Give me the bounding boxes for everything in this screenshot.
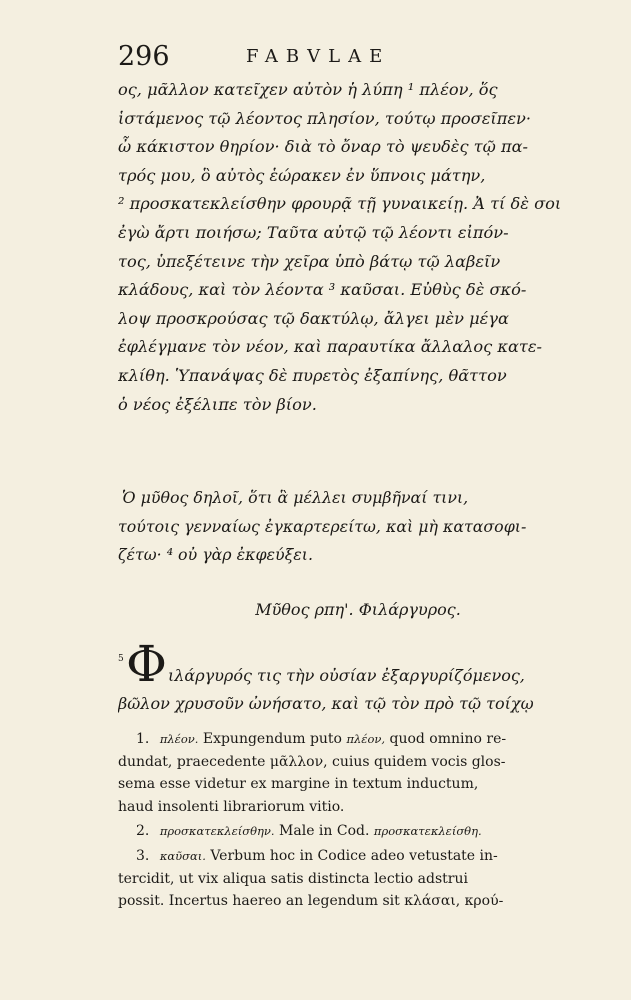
page-header [118, 40, 538, 74]
body-line: ὦ κάκιστον θηρίον· διὰ τὸ ὄναρ τὸ ψευδὲς τῷ πα- [118, 137, 529, 157]
body-line: κλάδους, καὶ τὸν λέοντα ³ καῦσαι. Εὐθὺς δὲ σκό- [118, 280, 527, 300]
page-number: 296 [118, 41, 170, 72]
next-fable-start [118, 635, 598, 720]
footnote-2 [118, 820, 598, 843]
footnote-marker: 5 [118, 654, 124, 664]
footnote-lemma: προσκατεκλείσθην. [159, 824, 275, 839]
body-line: ος, μᾶλλον κατεῖχεν αὐτὸν ἡ λύπη ¹ πλέον, ὅς [118, 80, 498, 99]
body-line: κλίθη. Ὑπανάψας δὲ πυρετὸς ἐξαπίνης, θᾶττον [118, 365, 507, 385]
moral-line: ζέτω· ⁴ οὐ γὰρ ἐκφεύξει. [118, 545, 313, 565]
footnote-continuation: haud insolenti librariorum vitio. [118, 798, 345, 815]
footnote-text: Verbum hoc in Codice adeo vetustate in- [210, 847, 498, 864]
body-line: ἐφλέγμανε τὸν νέον, καὶ παραυτίκα ἄλλαλος κατε- [118, 337, 543, 357]
footnote-text: Male in Cod. [279, 823, 370, 840]
footnote-1 [118, 728, 598, 818]
footnote-greek: προσκατεκλείσθη. [373, 824, 482, 839]
moral-line: Ὁ μῦθος δηλοῖ, ὅτι ἃ μέλλει συμβῆναί τινι, [122, 488, 469, 507]
footnote-number: 2. [136, 823, 150, 840]
footnote-number: 3. [136, 847, 150, 864]
footnote-lemma: καῦσαι. [159, 848, 206, 863]
footnote-greek: πλέον, [346, 732, 386, 746]
fable-title: Μῦθος ρπη'. Φιλάργυρος. [255, 600, 461, 619]
footnote-continuation: tercidit, ut vix aliqua satis distincta lectio adstrui [118, 870, 468, 887]
moral-line: τούτοις γενναίως ἐγκαρτερείτω, καὶ μὴ κατασοφι- [118, 516, 527, 536]
footnote-text: quod omnino re- [389, 731, 507, 747]
footnote-text: Expungendum puto [202, 731, 342, 747]
body-line: τρός μου, ὃ αὐτὸς ἑώρακεν ἐν ὕπνοις μάτην, [118, 165, 486, 185]
footnotes [118, 728, 598, 915]
body-line: ἐγὼ ἄρτι ποιήσω; Ταῦτα αὐτῷ τῷ λέοντι εἰπόν- [118, 222, 509, 242]
fable-body [118, 76, 598, 419]
fable-start-line: ιλάργυρός τις τὴν οὐσίαν ἐξαργυρίζόμενος, [168, 666, 525, 685]
body-line: λοψ προσκρούσας τῷ δακτύλῳ, ἄλγει μὲν μέγα [118, 308, 509, 328]
footnote-continuation: possit. Incertus haereo an legendum sit κλάσαι, κρού- [118, 893, 504, 910]
fable-start-line: βῶλον χρυσοῦν ὠνήσατο, καὶ τῷ τὸν πρὸ τῷ τοίχῳ [118, 694, 534, 713]
body-line: τος, ὑπεξέτεινε τὴν χεῖρα ὑπὸ βάτῳ τῷ λαβεῖν [118, 251, 501, 271]
running-head: FABVLAE [246, 46, 391, 67]
footnote-number: 1. [136, 731, 150, 747]
footnote-continuation: dundat, praecedente μᾶλλον, cuius quidem vocis glos- [118, 753, 506, 770]
fable-moral [118, 484, 598, 570]
body-line: ² προσκατεκλείσθην φρουρᾷ τῇ γυναικείῃ. Ἀ τί δὲ σοι [118, 194, 562, 214]
footnote-3 [118, 845, 598, 913]
footnote-lemma: πλέον. [159, 732, 199, 746]
body-line: ὁ νέος ἐξέλιπε τὸν βίον. [118, 394, 317, 414]
footnote-continuation: sema esse videtur ex margine in textum inductum, [118, 776, 479, 793]
drop-cap: Φ [126, 635, 167, 693]
body-line: ἱστάμενος τῷ λέοντος πλησίον, τούτῳ προσεῖπεν· [118, 108, 532, 128]
